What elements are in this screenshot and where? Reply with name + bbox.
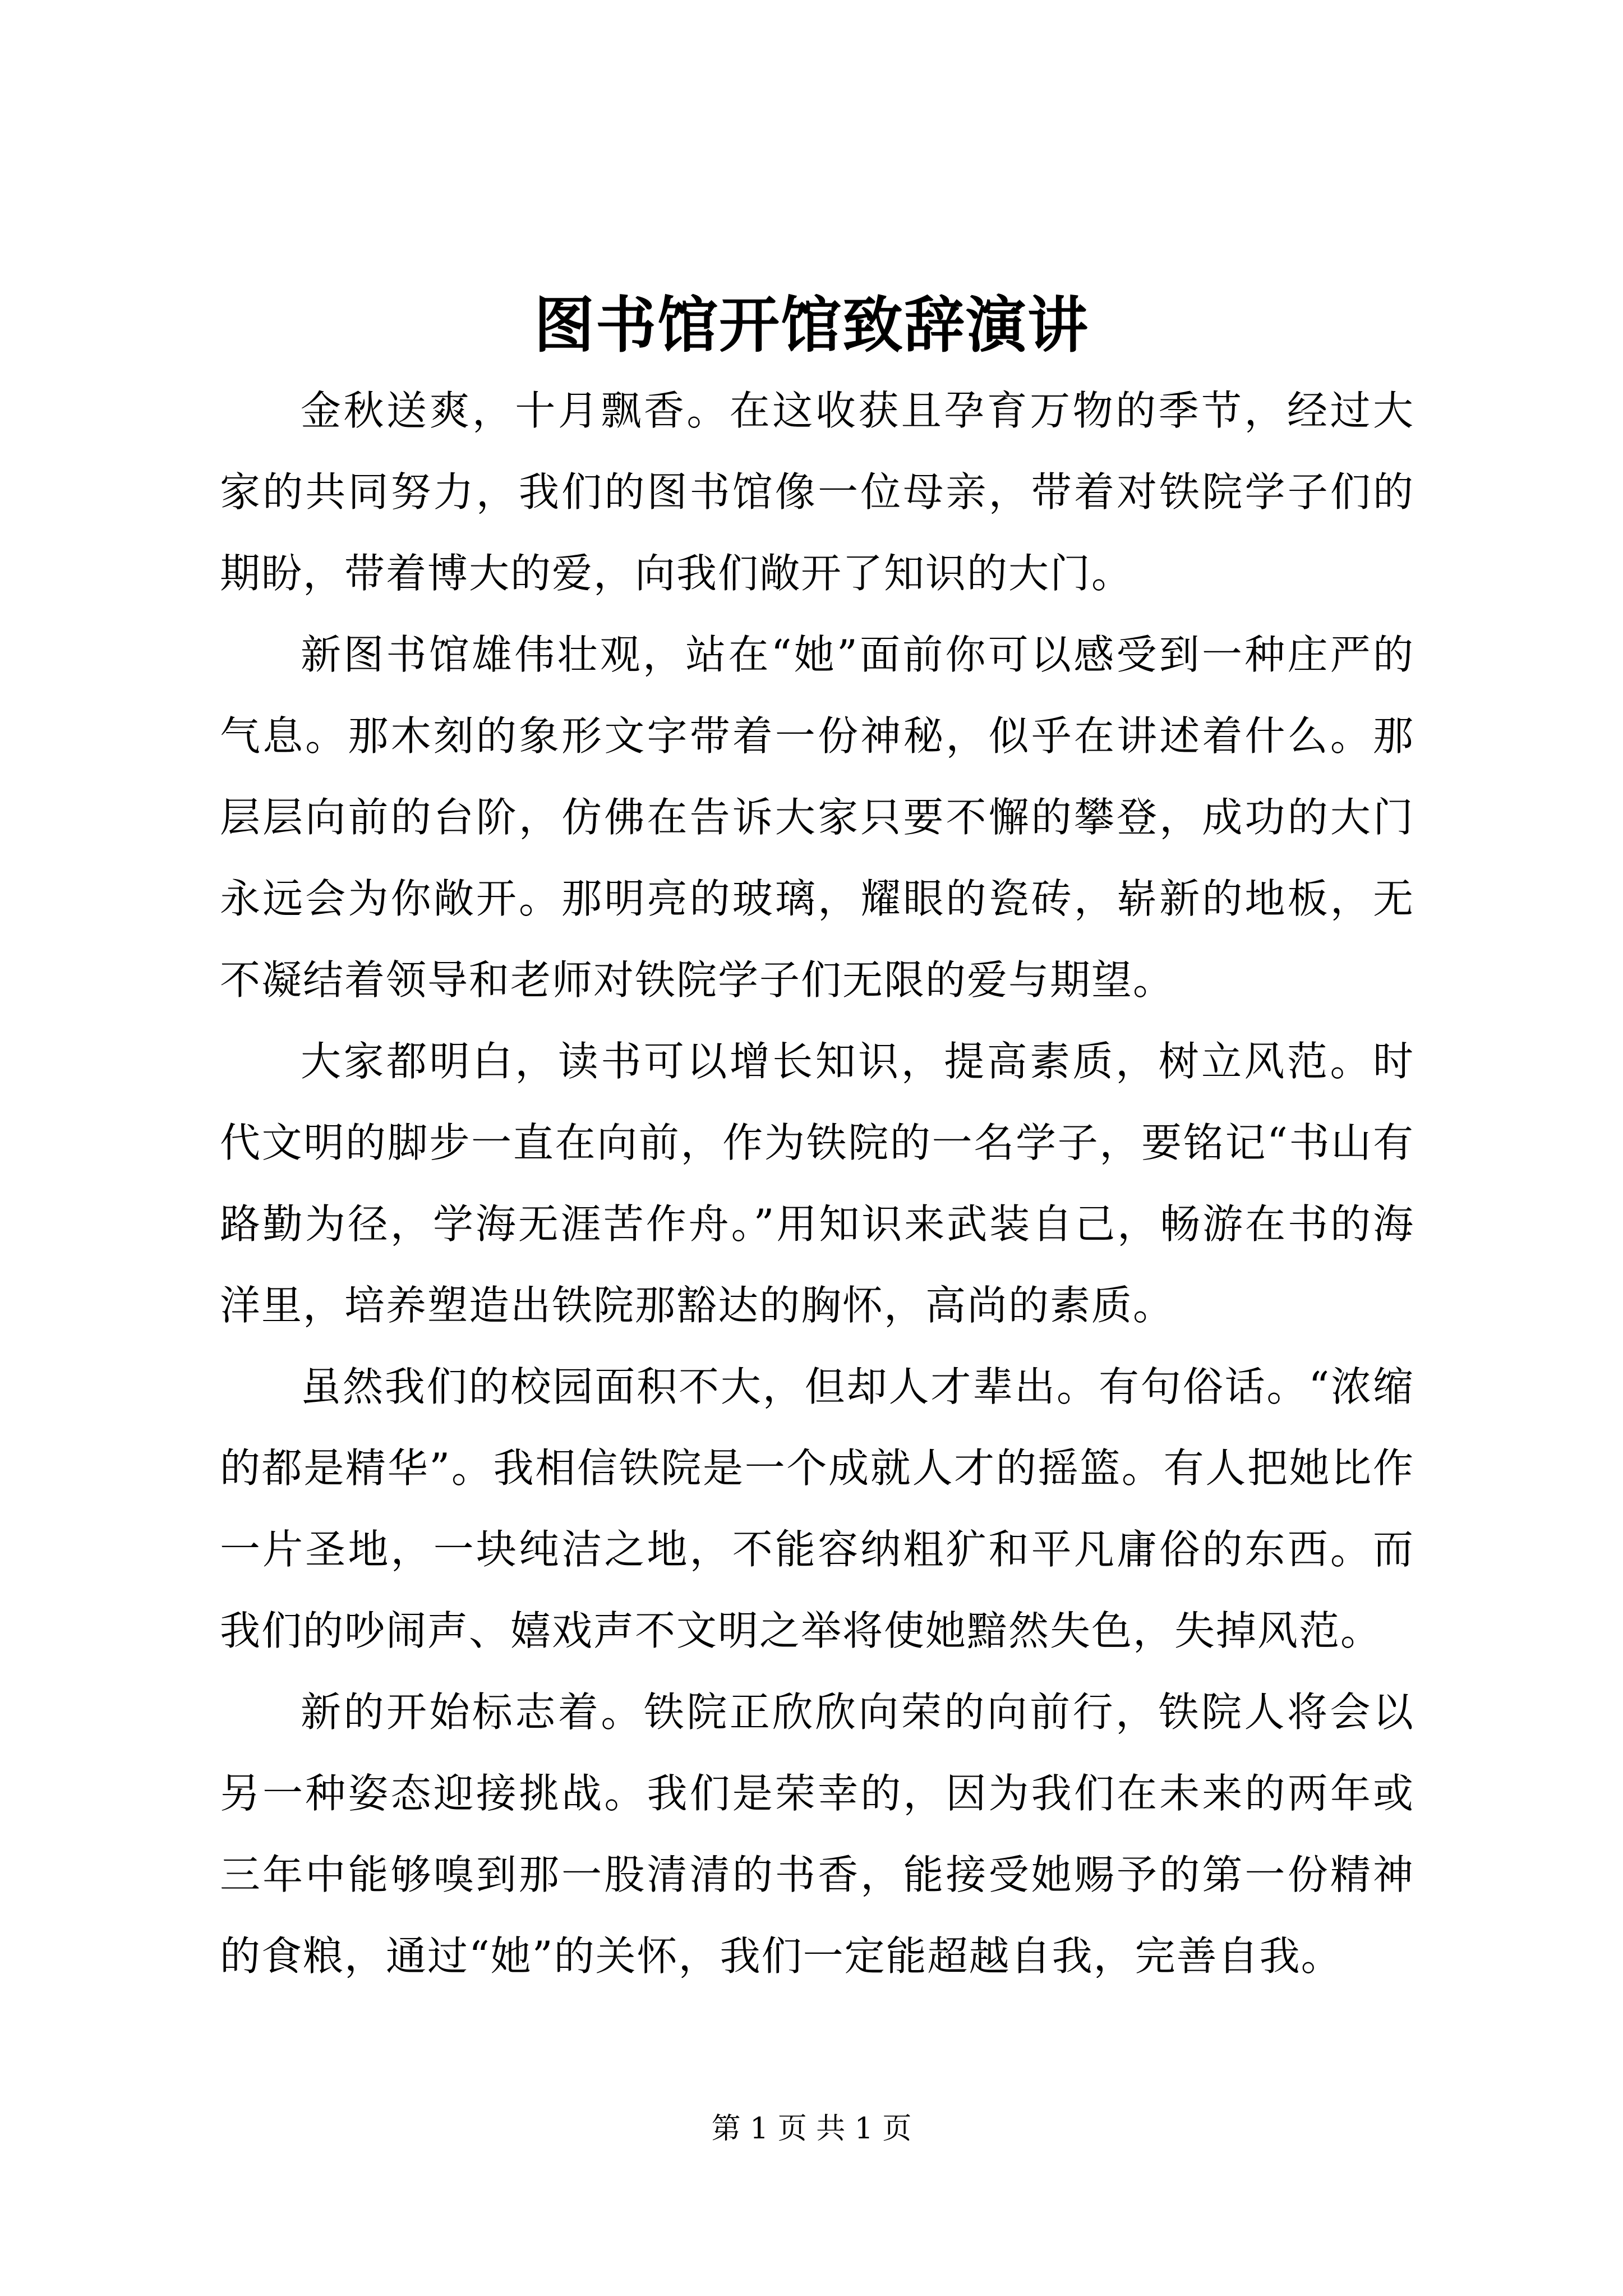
paragraph-3: 大家都明白，读书可以增长知识，提高素质，树立风范。时代文明的脚步一直在向前，作为铁院的一名学子，要铭记“书山有路勤为径，学海无涯苦作舟。”用知识来武装自己，畅游在书的海洋里，培养塑造出铁院那豁达的胸怀，高尚的素质。 [220, 1038, 1414, 1329]
paragraph-4: 虽然我们的校园面积不大，但却人才辈出。有句俗话。“浓缩的都是精华”。我相信铁院是一个成就人才的摇篮。有人把她比作一片圣地，一块纯洁之地，不能容纳粗犷和平凡庸俗的东西。而我们的吵闹声、嬉戏声不文明之举将使她黯然失色，失掉风范。 [220, 1363, 1414, 1654]
paragraph-5: 新的开始标志着。铁院正欣欣向荣的向前行，铁院人将会以另一种姿态迎接挑战。我们是荣幸的，因为我们在未来的两年或三年中能够嗅到那一股清清的书香，能接受她赐予的第一份精神的食粮，通过“她”的关怀，我们一定能超越自我，完善自我。 [220, 1688, 1414, 1980]
paragraph-1: 金秋送爽，十月飘香。在这收获且孕育万物的季节，经过大家的共同努力，我们的图书馆像一位母亲，带着对铁院学子们的期盼，带着博大的爱，向我们敞开了知识的大门。 [220, 387, 1414, 597]
document-body [220, 370, 1414, 1997]
page-footer: 第 1 页 共 1 页 [711, 2112, 912, 2146]
document-title: 图书馆开馆致辞演讲 [533, 290, 1089, 361]
paragraph-2: 新图书馆雄伟壮观，站在“她”面前你可以感受到一种庄严的气息。那木刻的象形文字带着一份神秘，似乎在讲述着什么。那层层向前的台阶，仿佛在告诉大家只要不懈的攀登，成功的大门永远会为你敞开。那明亮的玻璃，耀眼的瓷砖，崭新的地板，无不凝结着领导和老师对铁院学子们无限的爱与期望。 [220, 631, 1414, 1004]
